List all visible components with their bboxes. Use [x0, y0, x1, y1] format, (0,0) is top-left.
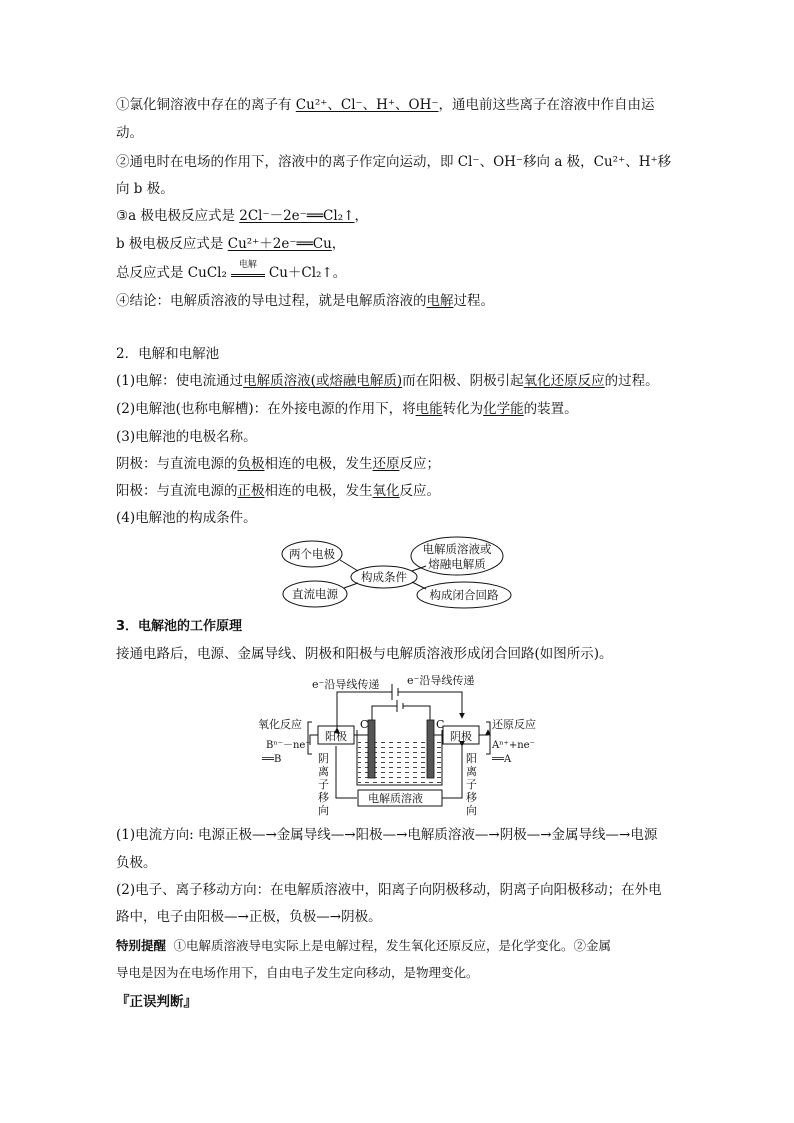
current-direction-cont	[116, 854, 157, 872]
reduction-label: 还原反应	[492, 718, 536, 731]
p2-text-b: 向 b 极。	[116, 181, 174, 197]
cation-move-char: 移	[466, 791, 477, 804]
cathode-def	[116, 455, 440, 473]
s2-d2u2: 化学能	[483, 401, 524, 417]
p4-text-b: 过程。	[453, 293, 494, 309]
flow-l1b: 负极。	[116, 855, 157, 871]
p1-text-a: ①氯化铜溶液中存在的离子有	[116, 97, 296, 113]
flow-l2b: 路中，电子由阳极—→正极，负极—→阴极。	[116, 909, 382, 925]
p3-label-b: b 极电极反应式是	[116, 236, 228, 252]
s2-d2c: 的装置。	[523, 401, 578, 417]
s2-title-text: 2．电解和电解池	[116, 346, 220, 362]
cation-move-char: 离	[466, 765, 477, 778]
p1-text-c: 动。	[116, 125, 143, 141]
electron-flow-right: e⁻沿导线传递	[407, 674, 475, 687]
p4-line	[116, 292, 494, 310]
mindmap-label-power: 直流电源	[292, 587, 338, 601]
cath-b: 相连的电极，发生	[264, 456, 373, 472]
anod-b: 相连的电极，发生	[264, 483, 373, 499]
s2-d1c: 的过程。	[604, 373, 659, 389]
condition-label: 电解	[238, 260, 257, 270]
cath-a: 阴极：与直流电源的	[116, 456, 238, 472]
conditions-mindmap	[280, 536, 520, 610]
p3-line-a	[116, 207, 368, 225]
flow-l1: (1)电流方向: 电源正极—→金属导线—→阳极—→电解质溶液—→阴极—→金属导线—→电源	[116, 827, 658, 843]
special-tip	[116, 937, 611, 955]
anode-product: ══B	[262, 754, 282, 765]
cation-move-char: 向	[466, 804, 477, 817]
judge-text: 『正误判断』	[116, 994, 197, 1010]
s2-d3: (3)电解池的电极名称。	[116, 429, 257, 445]
s2-d4: (4)电解池的构成条件。	[116, 510, 257, 526]
s2-d2a: (2)电解池(也称电解槽)：在外接电源的作用下，将	[116, 401, 416, 417]
carbon-left-label: C	[360, 718, 369, 731]
solution-label: 电解质溶液	[368, 792, 423, 805]
mindmap-label-circuit: 构成闭合回路	[429, 588, 499, 602]
anode-label: 阳极	[325, 730, 347, 743]
anion-move-char: 离	[318, 765, 329, 778]
left-electrode	[368, 720, 375, 778]
p3-end-a: ，	[354, 208, 368, 224]
cathode-equation: Cu²⁺＋2e⁻══Cu	[227, 236, 332, 252]
anod-u1: 正极	[237, 483, 265, 499]
s3-intro	[116, 645, 613, 663]
anion-move-char: 阴	[318, 752, 329, 765]
cathode-reaction: Aⁿ⁺+ne⁻	[492, 740, 535, 751]
electron-flow-left: e⁻沿导线传递	[312, 678, 380, 691]
ion-direction	[116, 881, 662, 899]
p1-ions: Cu²⁺、Cl⁻、H⁺、OH⁻	[295, 97, 439, 113]
ion-direction-cont	[116, 908, 382, 926]
cath-c: 反应；	[399, 456, 440, 472]
electrolysis-condition	[231, 260, 265, 277]
s2-d2b: 转化为	[442, 401, 484, 417]
section3-title	[116, 618, 242, 636]
anod-c: 反应。	[399, 483, 440, 499]
special-tip-cont	[116, 964, 479, 982]
cathode-product: ══A	[492, 754, 512, 765]
p3-line-total	[116, 260, 347, 282]
p2-line1	[116, 153, 671, 171]
s2-def4	[116, 509, 257, 527]
judge-heading	[116, 993, 197, 1011]
s2-d1u1: 电解质溶液(或熔融电解质)	[243, 373, 403, 389]
s2-d1u2: 氧化还原反应	[523, 373, 605, 389]
tip-label: 特别提醒	[116, 938, 167, 953]
anode-reaction: Bⁿ⁻－ne⁻	[266, 740, 311, 751]
cath-u1: 负极	[237, 456, 265, 472]
mindmap-label-center: 构成条件	[361, 570, 407, 584]
tip-text-a: ①电解质溶液导电实际上是电解过程，发生氧化还原反应，是化学变化。②金属	[166, 938, 612, 953]
tip-text-b: 导电是因为在电场作用下，自由电子发生定向移动，是物理变化。	[116, 965, 479, 980]
p1-line2	[116, 124, 143, 142]
p3-line-b	[116, 235, 345, 253]
s2-def1	[116, 372, 659, 390]
section2-title	[116, 345, 219, 363]
mindmap-label-electrodes: 两个电极	[289, 547, 335, 561]
s2-def3	[116, 428, 257, 446]
p1-text-b: ，通电前这些离子在溶液中作自由运	[438, 97, 655, 113]
p1-line1	[116, 96, 655, 114]
s2-d1b: 而在阳极、阴极引起	[402, 373, 524, 389]
anion-move-char: 子	[318, 778, 329, 791]
right-electrode	[427, 720, 434, 778]
p4-underline: 电解	[426, 293, 454, 309]
s3-title-text: 3．电解池的工作原理	[116, 619, 243, 634]
cation-move-char: 阳	[466, 752, 477, 765]
total-label: 总反应式是 CuCl₂	[116, 265, 227, 281]
total-equation: Cu＋Cl₂↑。	[268, 265, 347, 281]
s2-d1a: (1)电解：使电流通过	[116, 373, 244, 389]
cathode-label: 阴极	[450, 730, 472, 743]
cath-u2: 还原	[372, 456, 400, 472]
anion-move-char: 移	[318, 791, 329, 804]
carbon-right-label: C	[436, 718, 445, 731]
p3-end-b: ，	[331, 236, 346, 252]
electrolytic-cell-diagram	[252, 670, 552, 820]
oxidation-label: 氧化反应	[258, 718, 302, 731]
s2-def2	[116, 400, 578, 418]
p4-text-a: ④结论：电解质溶液的导电过程，就是电解质溶液的	[116, 293, 427, 309]
p2-line2	[116, 180, 174, 198]
flow-l2: (2)电子、离子移动方向：在电解质溶液中，阳离子向阴极移动，阴离子向阳极移动；在外电	[116, 882, 662, 898]
anode-def	[116, 482, 440, 500]
anion-move-char: 向	[318, 804, 329, 817]
anode-equation: 2Cl⁻－2e⁻══Cl₂↑	[239, 208, 355, 224]
current-direction	[116, 826, 657, 844]
anod-a: 阳极：与直流电源的	[116, 483, 238, 499]
p2-text-a: ②通电时在电场的作用下，溶液中的离子作定向运动，即 Cl⁻、OH⁻移向 a 极，Cu²⁺、H⁺移	[116, 154, 672, 170]
cation-move-char: 子	[466, 778, 477, 791]
mindmap-label-electrolyte-a: 电解质溶液或	[422, 542, 492, 556]
anod-u2: 氧化	[372, 483, 400, 499]
p3-label-a: ③a 极电极反应式是	[116, 208, 240, 224]
s3-intro-text: 接通电路后，电源、金属导线、阴极和阳极与电解质溶液形成闭合回路(如图所示)。	[116, 646, 613, 662]
mindmap-label-electrolyte-b: 熔融电解质	[428, 557, 486, 571]
s2-d2u1: 电能	[415, 401, 443, 417]
